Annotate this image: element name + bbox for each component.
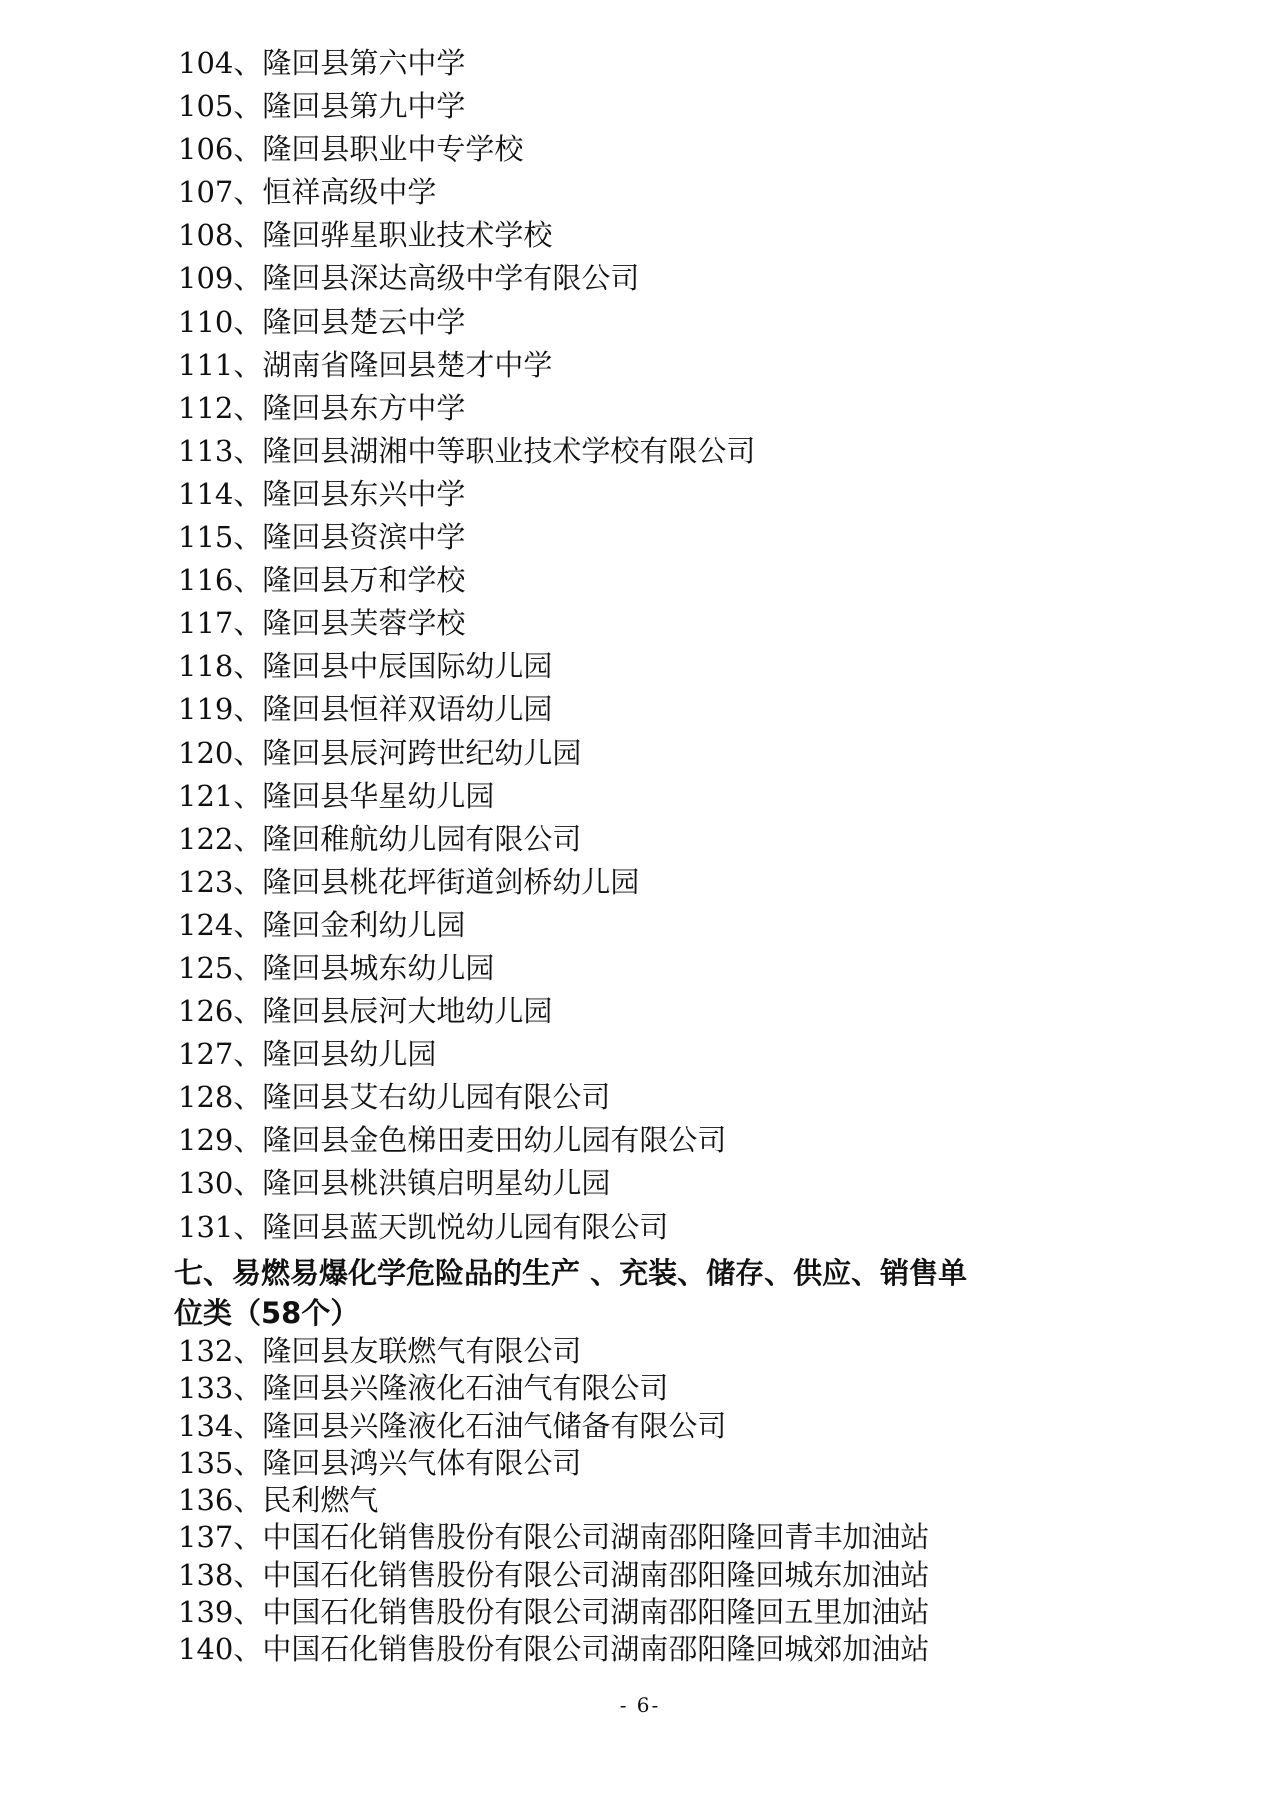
item-number: 126、 xyxy=(178,994,263,1029)
item-number: 112、 xyxy=(178,390,263,425)
item-text: 隆回县辰河跨世纪幼儿园 xyxy=(262,735,582,770)
list-item xyxy=(178,387,1178,430)
list-item xyxy=(178,1119,1178,1162)
page-number: - 6- xyxy=(619,1693,661,1717)
item-number: 119、 xyxy=(178,692,263,727)
item-number: 115、 xyxy=(178,520,263,555)
item-number: 121、 xyxy=(178,778,263,813)
item-text: 隆回县金色梯田麦田幼儿园有限公司 xyxy=(262,1123,727,1158)
item-number: 118、 xyxy=(178,649,263,684)
list-item xyxy=(178,1482,1178,1519)
item-text: 隆回县楚云中学 xyxy=(262,304,466,339)
item-text: 隆回县东方中学 xyxy=(262,390,466,425)
list-item xyxy=(178,904,1178,947)
item-number: 107、 xyxy=(178,175,263,210)
item-text: 隆回县深达高级中学有限公司 xyxy=(262,261,640,296)
list-item xyxy=(178,1076,1178,1119)
item-number: 140、 xyxy=(178,1632,263,1667)
list-item xyxy=(178,214,1178,257)
item-number: 129、 xyxy=(178,1123,263,1158)
list-item xyxy=(178,775,1178,818)
item-text: 隆回县万和学校 xyxy=(262,563,466,598)
item-number: 117、 xyxy=(178,606,263,641)
item-number: 108、 xyxy=(178,218,263,253)
item-text: 隆回县蓝天凯悦幼儿园有限公司 xyxy=(262,1209,669,1244)
item-text: 隆回县资滨中学 xyxy=(262,520,466,555)
list-item xyxy=(178,818,1178,861)
item-number: 104、 xyxy=(178,46,263,80)
item-text: 隆回稚航幼儿园有限公司 xyxy=(262,821,582,856)
item-text: 隆回骅星职业技术学校 xyxy=(262,218,553,253)
list-item xyxy=(178,990,1178,1033)
item-text: 隆回县桃洪镇启明星幼儿园 xyxy=(262,1166,611,1201)
list-item xyxy=(178,1333,1178,1370)
list-item xyxy=(178,1557,1178,1594)
item-text: 隆回县城东幼儿园 xyxy=(262,950,495,985)
item-number: 131、 xyxy=(178,1209,263,1244)
list-item xyxy=(178,344,1178,387)
item-number: 125、 xyxy=(178,950,263,985)
item-text: 隆回县东兴中学 xyxy=(262,476,466,511)
item-number: 123、 xyxy=(178,864,263,899)
item-text: 隆回县职业中专学校 xyxy=(262,132,524,167)
section-heading-line-2: 位类（58个） xyxy=(174,1296,360,1330)
unit-list-hazardous-chemicals xyxy=(178,1333,1178,1669)
item-text: 中国石化销售股份有限公司湖南邵阳隆回城东加油站 xyxy=(262,1557,930,1592)
item-text: 隆回县幼儿园 xyxy=(262,1037,437,1072)
item-text: 中国石化销售股份有限公司湖南邵阳隆回五里加油站 xyxy=(262,1595,930,1630)
list-item xyxy=(178,1033,1178,1076)
item-number: 105、 xyxy=(178,89,263,124)
item-text: 隆回县湖湘中等职业技术学校有限公司 xyxy=(262,433,756,468)
item-text: 隆回县辰河大地幼儿园 xyxy=(262,994,553,1029)
item-number: 111、 xyxy=(178,347,263,382)
list-item xyxy=(178,1370,1178,1407)
unit-list-schools xyxy=(178,42,1178,1249)
item-number: 114、 xyxy=(178,476,263,511)
list-item xyxy=(178,257,1178,300)
list-item xyxy=(178,645,1178,688)
item-text: 隆回县第九中学 xyxy=(262,89,466,124)
item-number: 113、 xyxy=(178,433,263,468)
item-text: 隆回金利幼儿园 xyxy=(262,907,466,942)
item-text: 隆回县中辰国际幼儿园 xyxy=(262,649,553,684)
item-text: 隆回县芙蓉学校 xyxy=(262,606,466,641)
list-item xyxy=(178,171,1178,214)
item-text: 中国石化销售股份有限公司湖南邵阳隆回城郊加油站 xyxy=(262,1632,930,1667)
item-number: 109、 xyxy=(178,261,263,296)
item-number: 135、 xyxy=(178,1445,263,1480)
item-text: 湖南省隆回县楚才中学 xyxy=(262,347,553,382)
list-item xyxy=(178,947,1178,990)
item-number: 127、 xyxy=(178,1037,263,1072)
item-text: 隆回县兴隆液化石油气有限公司 xyxy=(262,1371,669,1406)
list-item xyxy=(178,1519,1178,1556)
item-number: 132、 xyxy=(178,1334,263,1368)
item-number: 128、 xyxy=(178,1080,263,1115)
item-number: 106、 xyxy=(178,132,263,167)
item-number: 133、 xyxy=(178,1371,263,1406)
list-item xyxy=(178,301,1178,344)
section-heading xyxy=(174,1253,1094,1333)
item-number: 124、 xyxy=(178,907,263,942)
list-item xyxy=(178,602,1178,645)
item-text: 隆回县桃花坪街道剑桥幼儿园 xyxy=(262,864,640,899)
list-item xyxy=(178,516,1178,559)
item-number: 130、 xyxy=(178,1166,263,1201)
section-heading-line-1: 七、易燃易爆化学危险品的生产 、充装、储存、供应、销售单 xyxy=(174,1256,968,1290)
item-number: 120、 xyxy=(178,735,263,770)
list-item xyxy=(178,430,1178,473)
list-item xyxy=(178,1162,1178,1205)
item-text: 中国石化销售股份有限公司湖南邵阳隆回青丰加油站 xyxy=(262,1520,930,1555)
item-text: 隆回县鸿兴气体有限公司 xyxy=(262,1445,582,1480)
list-item xyxy=(178,559,1178,602)
item-text: 隆回县艾右幼儿园有限公司 xyxy=(262,1080,611,1115)
item-text: 隆回县友联燃气有限公司 xyxy=(262,1334,582,1368)
list-item xyxy=(178,85,1178,128)
item-number: 116、 xyxy=(178,563,263,598)
item-number: 137、 xyxy=(178,1520,263,1555)
item-text: 恒祥高级中学 xyxy=(262,175,437,210)
list-item xyxy=(178,473,1178,516)
list-item xyxy=(178,128,1178,171)
list-item xyxy=(178,1594,1178,1631)
item-number: 110、 xyxy=(178,304,263,339)
item-number: 136、 xyxy=(178,1483,263,1518)
list-item xyxy=(178,732,1178,775)
list-item xyxy=(178,1206,1178,1249)
item-text: 隆回县华星幼儿园 xyxy=(262,778,495,813)
item-number: 122、 xyxy=(178,821,263,856)
item-text: 民利燃气 xyxy=(262,1483,379,1518)
list-item xyxy=(178,1408,1178,1445)
item-number: 138、 xyxy=(178,1557,263,1592)
item-number: 134、 xyxy=(178,1408,263,1443)
list-item xyxy=(178,861,1178,904)
item-text: 隆回县兴隆液化石油气储备有限公司 xyxy=(262,1408,727,1443)
list-item xyxy=(178,1631,1178,1668)
item-text: 隆回县恒祥双语幼儿园 xyxy=(262,692,553,727)
list-item xyxy=(178,1445,1178,1482)
item-text: 隆回县第六中学 xyxy=(262,46,466,80)
list-item xyxy=(178,42,1178,85)
item-number: 139、 xyxy=(178,1595,263,1630)
list-item xyxy=(178,688,1178,731)
